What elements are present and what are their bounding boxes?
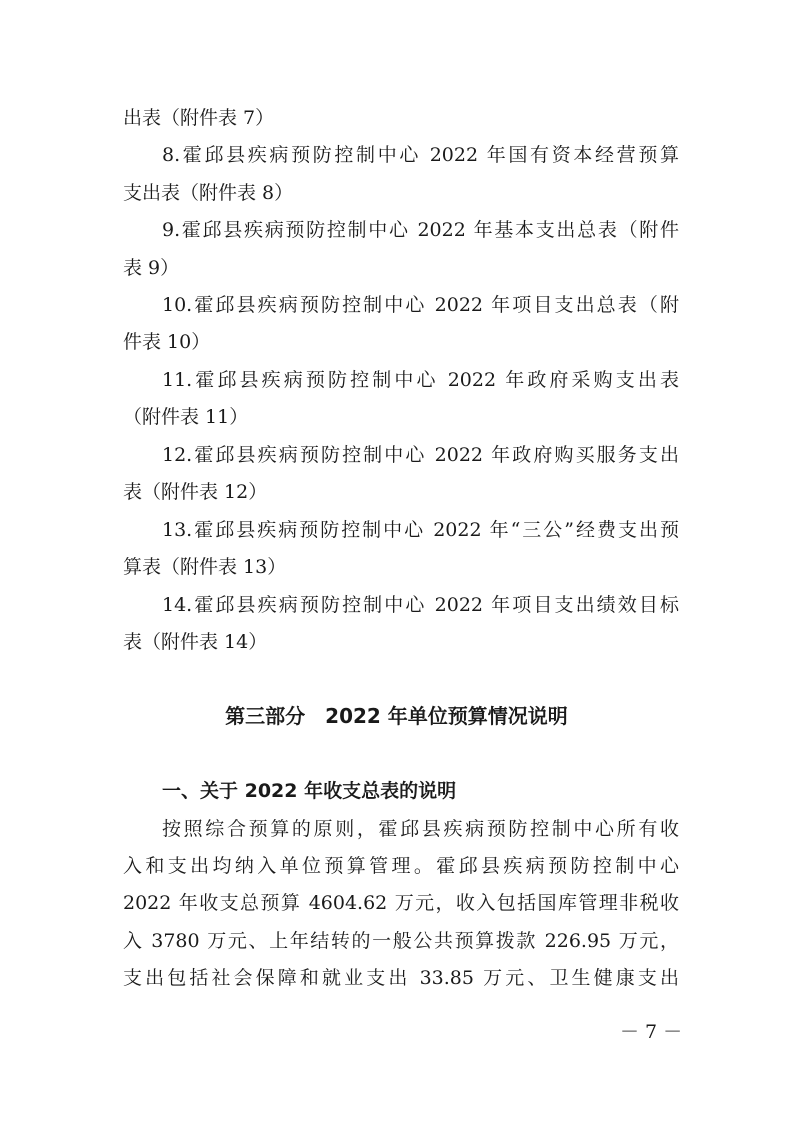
list-item-14-line-1: 14.霍邱县疾病预防控制中心 2022 年项目支出绩效目标	[162, 594, 679, 616]
paragraph-line-2: 入和支出均纳入单位预算管理。霍邱县疾病预防控制中心	[123, 855, 679, 877]
page-number: － 7 －	[620, 1021, 683, 1043]
list-item-13-line-2: 算表（附件表 13）	[123, 556, 287, 578]
section-heading: 第三部分 2022 年单位预算情况说明	[225, 704, 568, 728]
paragraph-line-4: 入 3780 万元、上年结转的一般公共预算拨款 226.95 万元，	[123, 930, 679, 952]
paragraph-line-1: 按照综合预算的原则，霍邱县疾病预防控制中心所有收	[162, 818, 679, 840]
list-item-14-line-2: 表（附件表 14）	[123, 631, 268, 653]
list-item-10-line-2: 件表 10）	[123, 331, 211, 353]
list-item-9-line-1: 9.霍邱县疾病预防控制中心 2022 年基本支出总表（附件	[162, 219, 679, 241]
list-item-11-line-1: 11.霍邱县疾病预防控制中心 2022 年政府采购支出表	[162, 369, 679, 391]
list-item-8-line-2: 支出表（附件表 8）	[123, 182, 294, 204]
list-item-11-line-2: （附件表 11）	[123, 406, 249, 428]
list-item-12-line-1: 12.霍邱县疾病预防控制中心 2022 年政府购买服务支出	[162, 444, 679, 466]
list-item-8-line-1: 8.霍邱县疾病预防控制中心 2022 年国有资本经营预算	[162, 144, 679, 166]
list-item-7-continuation: 出表（附件表 7）	[123, 107, 275, 129]
paragraph-line-3: 2022 年收支总预算 4604.62 万元，收入包括国库管理非税收	[123, 892, 679, 914]
paragraph-line-5: 支出包括社会保障和就业支出 33.85 万元、卫生健康支出	[123, 967, 679, 989]
list-item-9-line-2: 表 9）	[123, 257, 180, 279]
list-item-12-line-2: 表（附件表 12）	[123, 481, 268, 503]
sub-heading: 一、关于 2022 年收支总表的说明	[162, 780, 457, 802]
list-item-10-line-1: 10.霍邱县疾病预防控制中心 2022 年项目支出总表（附	[162, 294, 679, 316]
list-item-13-line-1: 13.霍邱县疾病预防控制中心 2022 年“三公”经费支出预	[162, 519, 679, 541]
